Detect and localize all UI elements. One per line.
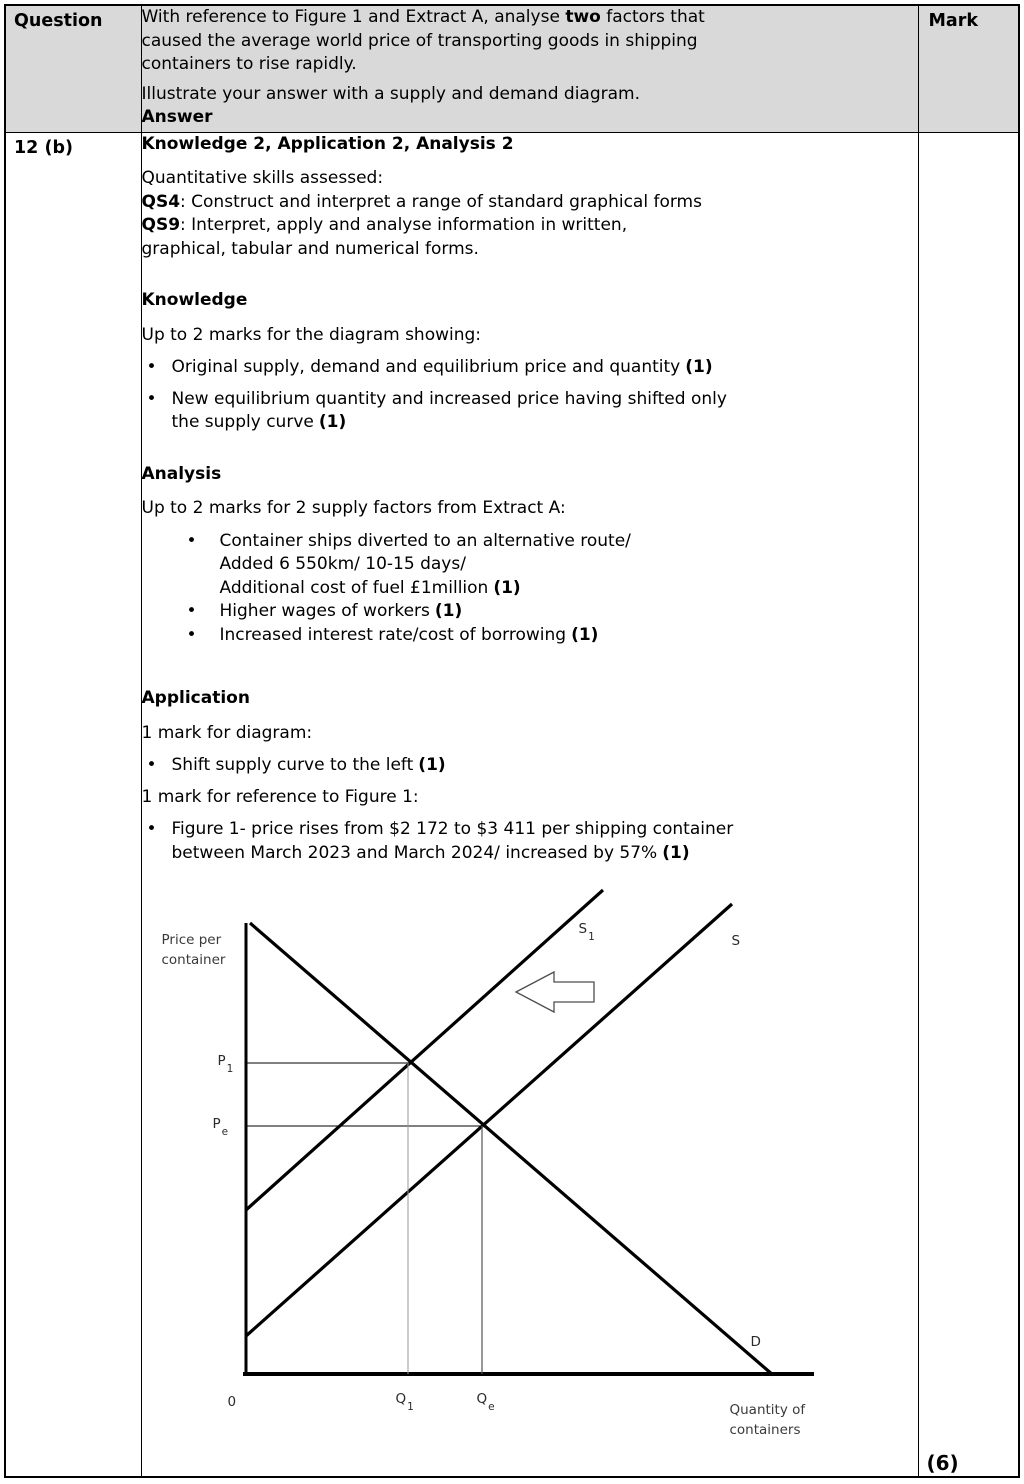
analysis-bullet-list: [142, 530, 918, 648]
knowledge-bullet-2: [147, 388, 918, 435]
analysis-bullet-2: [187, 600, 918, 624]
y-axis-label: Price per container: [161, 932, 226, 968]
marks-summary: Knowledge 2, Application 2, Analysis 2: [141, 133, 514, 154]
mark-scheme-table: [4, 4, 1020, 1478]
table-header-row: [5, 5, 1019, 132]
bullet-text: Container ships diverted to an alternative route/ Added 6 550km/ 10-15 days/ Additional cost of fuel £1million (1): [219, 530, 631, 598]
question-header-label: Question: [14, 11, 103, 31]
bullet-icon: •: [186, 624, 197, 645]
bullet-icon: •: [146, 357, 157, 377]
bullet-icon: •: [186, 601, 197, 621]
bullet-text: New equilibrium quantity and increased price having shifted only the supply curve (1): [171, 388, 727, 432]
bullet-text: Increased interest rate/cost of borrowing (1): [219, 624, 599, 645]
question-header-cell: [5, 5, 141, 132]
s1-curve-label: S 1: [578, 921, 595, 943]
leftward-shift-arrow-icon: [516, 972, 594, 1012]
analysis-intro: Up to 2 marks for 2 supply factors from Extract A:: [141, 498, 566, 518]
diagram-canvas: [142, 883, 892, 1461]
q1-label: Q 1: [395, 1391, 414, 1413]
question-line-3: containers to rise rapidly.: [141, 54, 357, 74]
question-number-cell: [5, 132, 141, 1477]
qe-label: Q e: [476, 1391, 495, 1413]
question-text-cell: [141, 5, 918, 132]
bullet-text: Figure 1- price rises from $2 172 to $3 411 per shipping container between March 2023 and March 2024/ increased by 57% (1): [171, 819, 734, 863]
application-bullet-2: [147, 818, 918, 865]
quant-skills-intro: Quantitative skills assessed:: [141, 168, 384, 188]
answer-label: Answer: [141, 107, 213, 127]
origin-label: 0: [227, 1394, 237, 1410]
s-curve-label: S: [731, 933, 741, 949]
x-axis-label: Quantity of containers: [729, 1402, 806, 1438]
bullet-text: Higher wages of workers (1): [219, 601, 463, 621]
application-intro-2: 1 mark for reference to Figure 1:: [141, 786, 419, 807]
answer-row: [5, 132, 1019, 1477]
qs4-line: QS4: Construct and interpret a range of standard graphical forms: [141, 191, 702, 212]
mark-header-label: Mark: [928, 11, 978, 31]
supply-curve: [246, 904, 732, 1336]
application-bullet-list-2: [142, 818, 918, 865]
application-heading: Application: [141, 688, 250, 708]
new-supply-curve: [246, 890, 603, 1210]
pe-label: P e: [212, 1116, 229, 1138]
bullet-icon: •: [146, 755, 157, 775]
analysis-heading: Analysis: [141, 463, 222, 484]
d-curve-label: D: [750, 1334, 761, 1350]
demand-curve: [250, 923, 773, 1375]
knowledge-bullet-list: [142, 356, 918, 435]
bullet-icon: •: [146, 388, 157, 409]
answer-content-cell: [141, 132, 918, 1477]
question-line-4: Illustrate your answer with a supply and demand diagram.: [141, 83, 640, 104]
bullet-text: Original supply, demand and equilibrium price and quantity (1): [171, 357, 713, 377]
question-number: 12 (b): [14, 137, 73, 158]
qs9-line-1: QS9: Interpret, apply and analyse information in written,: [141, 215, 628, 235]
question-line-1: With reference to Figure 1 and Extract A, analyse two factors that: [141, 7, 705, 27]
p1-label: P 1: [217, 1053, 234, 1075]
mark-header-cell: [918, 5, 1019, 132]
application-intro-1: 1 mark for diagram:: [141, 722, 313, 743]
bullet-icon: •: [146, 819, 157, 839]
application-bullet-1: [147, 754, 918, 778]
supply-demand-diagram: [142, 883, 892, 1461]
application-bullet-list-1: [142, 754, 918, 778]
analysis-bullet-1: [187, 530, 918, 601]
knowledge-bullet-1: [147, 356, 918, 380]
knowledge-intro: Up to 2 marks for the diagram showing:: [141, 324, 482, 345]
bullet-icon: •: [186, 530, 197, 551]
mark-value-cell: [918, 132, 1019, 1477]
qs9-line-2: graphical, tabular and numerical forms.: [141, 238, 479, 259]
analysis-bullet-3: [187, 624, 918, 648]
knowledge-heading: Knowledge: [141, 290, 248, 310]
bullet-text: Shift supply curve to the left (1): [171, 755, 446, 775]
total-mark: (6): [926, 1451, 959, 1475]
question-line-2: caused the average world price of transporting goods in shipping: [141, 30, 698, 51]
